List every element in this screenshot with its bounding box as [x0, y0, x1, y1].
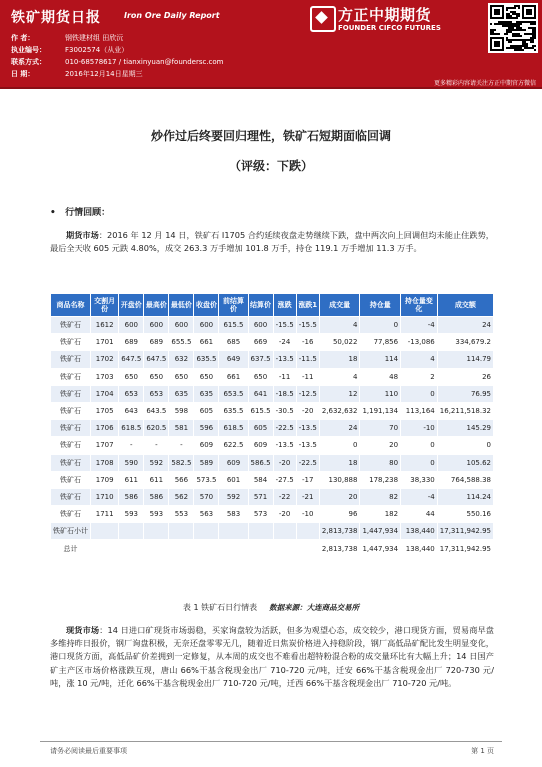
table-row — [51, 368, 494, 385]
article-title: 炒作过后终要回归理性，铁矿石短期面临回调 — [150, 129, 391, 143]
iron-ore-daily-table — [50, 293, 494, 558]
table-header-cell: 商品名称 — [51, 294, 91, 317]
table-cell: -11 — [296, 368, 319, 385]
table-cell: -18.5 — [273, 385, 296, 402]
table-cell: 584 — [248, 471, 273, 488]
table-header-cell: 涨跌1 — [296, 294, 319, 317]
table-cell: 641 — [248, 385, 273, 402]
table-cell: 615.5 — [219, 317, 248, 334]
table-row — [51, 402, 494, 419]
table-cell: 600 — [169, 317, 194, 334]
table-cell: 609 — [194, 437, 219, 454]
table-header-cell: 收盘价 — [194, 294, 219, 317]
table-cell: - — [169, 437, 194, 454]
table-cell: - — [119, 437, 144, 454]
table-cell — [169, 523, 194, 540]
table-cell: 1702 — [91, 351, 119, 368]
table-cell: 铁矿石 — [51, 506, 91, 523]
table-cell: 650 — [144, 368, 169, 385]
table-cell: 637.5 — [248, 351, 273, 368]
table-cell: 50,022 — [319, 334, 360, 351]
table-cell: 649 — [219, 351, 248, 368]
table-cell: - — [144, 437, 169, 454]
table-cell: 618.5 — [119, 420, 144, 437]
table-cell: 1701 — [91, 334, 119, 351]
page-number: 第 1 页 — [471, 747, 494, 755]
table-cell: 24 — [319, 420, 360, 437]
table-cell: 105.62 — [437, 454, 493, 471]
footer-disclaimer: 请务必阅读最后重要事项 — [50, 747, 127, 755]
table-cell: 1707 — [91, 437, 119, 454]
table-cell: 592 — [144, 454, 169, 471]
table-cell: 130,888 — [319, 471, 360, 488]
table-cell: 1706 — [91, 420, 119, 437]
table-cell: -24 — [273, 334, 296, 351]
table-cell: 586 — [144, 488, 169, 505]
table-cell: -13.5 — [273, 437, 296, 454]
table-cell: 550.16 — [437, 506, 493, 523]
table-cell: -15.5 — [296, 317, 319, 334]
table-cell: 145.29 — [437, 420, 493, 437]
table-cell: 563 — [194, 506, 219, 523]
table-cell: 600 — [248, 317, 273, 334]
table-cell: -12.5 — [296, 385, 319, 402]
table-row — [51, 523, 494, 540]
article-rating: （评级：下跌） — [228, 159, 313, 173]
table-cell: -4 — [401, 317, 438, 334]
table-cell: 609 — [219, 454, 248, 471]
table-cell — [273, 540, 296, 557]
table-row — [51, 334, 494, 351]
table-cell: 764,588.38 — [437, 471, 493, 488]
table-row — [51, 471, 494, 488]
table-cell: 1612 — [91, 317, 119, 334]
table-cell: 593 — [144, 506, 169, 523]
table-cell — [91, 523, 119, 540]
table-cell — [144, 523, 169, 540]
table-header-cell: 涨跌 — [273, 294, 296, 317]
table-cell: 44 — [401, 506, 438, 523]
table-cell: 178,238 — [360, 471, 401, 488]
table-row — [51, 437, 494, 454]
table-cell: -21 — [296, 488, 319, 505]
table-cell: 20 — [360, 437, 401, 454]
table-cell: 618.5 — [219, 420, 248, 437]
table-cell: 12 — [319, 385, 360, 402]
table-cell: 110 — [360, 385, 401, 402]
table-cell: 4 — [401, 351, 438, 368]
qr-code-icon — [488, 3, 538, 53]
table-cell: 76.95 — [437, 385, 493, 402]
table-cell: 586 — [119, 488, 144, 505]
table-cell: 铁矿石 — [51, 437, 91, 454]
table-row — [51, 488, 494, 505]
table-cell: 82 — [360, 488, 401, 505]
table-cell: -11.5 — [296, 351, 319, 368]
table-cell: 653.5 — [219, 385, 248, 402]
table-cell: 38,330 — [401, 471, 438, 488]
table-cell: 96 — [319, 506, 360, 523]
report-title-cn: 铁矿期货日报 — [11, 10, 101, 26]
table-cell: 1710 — [91, 488, 119, 505]
table-cell: -10 — [401, 420, 438, 437]
table-cell: 650 — [169, 368, 194, 385]
table-cell: -10 — [296, 506, 319, 523]
table-cell: 334,679.2 — [437, 334, 493, 351]
table-cell: 650 — [194, 368, 219, 385]
contact-row: 联系方式： 010-68578617 / tianxinyuan@foundersc.com — [11, 58, 224, 66]
table-cell: 铁矿石小计 — [51, 523, 91, 540]
table-cell: 113,164 — [401, 402, 438, 419]
table-header-cell: 成交量 — [319, 294, 360, 317]
table-cell: 铁矿石 — [51, 368, 91, 385]
table-cell: -30.5 — [273, 402, 296, 419]
table-cell: 583 — [219, 506, 248, 523]
table-cell: 611 — [119, 471, 144, 488]
table-cell: 114 — [360, 351, 401, 368]
table-cell: 26 — [437, 368, 493, 385]
table-cell: -13.5 — [273, 351, 296, 368]
table-cell: 1709 — [91, 471, 119, 488]
author-row: 作 者： 钢铁建材组 田欣沅 — [11, 34, 124, 42]
table-cell: -22.5 — [273, 420, 296, 437]
futures-paragraph: 期货市场：2016 年 12 月 14 日，铁矿石 I1705 合约延续夜盘走势继续下跌，盘中两次向上回调但均未能止住跌势，最后全天收 605 元跌 4.80%，成交 263.3 万手增加 101.8 万手，持仓 119.1 万手增加 11.3 万手。 — [50, 230, 494, 254]
table-cell: 661 — [219, 368, 248, 385]
table-cell: 铁矿石 — [51, 420, 91, 437]
table-cell: 566 — [169, 471, 194, 488]
table-row — [51, 454, 494, 471]
table-header-cell: 最低价 — [169, 294, 194, 317]
table-cell — [144, 540, 169, 557]
table-cell: -27.5 — [273, 471, 296, 488]
table-cell: 589 — [194, 454, 219, 471]
table-cell: 598 — [169, 402, 194, 419]
table-cell: 571 — [248, 488, 273, 505]
table-cell: 605 — [248, 420, 273, 437]
table-cell: 1,191,134 — [360, 402, 401, 419]
spot-paragraph: 现货市场：14 日进口矿现货市场弱稳，买家询盘较为活跃，但多为观望心态，成交较少，港口现货方面，贸易商早盘多维持昨日报价，钢厂询盘积极，无奈还盘零零无几，随着近日焦炭价格进入持稳阶段，钢厂高低品矿配比发生明显变化，港口现货方面，高低品矿价差拥到一定修复，从本周的成交也不难看出超特粉混合粉的成交量环比有大幅上升；14 日国产矿主产区市场价格涨跌互现，唐山 66%干基含税现金出厂 710-720 元/吨，迁安 66%干基含税现金出厂 720-730 元/吨，涨 10 元/吨，迁化 66%干基含税现金出厂 710-720 元/吨，迁西 66%干基含税现金出厂 710-720 元/吨。 — [50, 625, 494, 688]
table-cell: 80 — [360, 454, 401, 471]
table-cell: 635.5 — [194, 351, 219, 368]
table-cell: -22.5 — [296, 454, 319, 471]
table-cell: 615.5 — [248, 402, 273, 419]
table-cell: 2,813,738 — [319, 540, 360, 557]
table-cell: 0 — [437, 437, 493, 454]
table-cell: 1705 — [91, 402, 119, 419]
table-cell: 138,440 — [401, 523, 438, 540]
table-cell: 653 — [119, 385, 144, 402]
table-cell: 643.5 — [144, 402, 169, 419]
table-cell: 593 — [119, 506, 144, 523]
table-cell: 0 — [401, 454, 438, 471]
table-cell: 1,447,934 — [360, 540, 401, 557]
table-cell: 647.5 — [119, 351, 144, 368]
table-cell: 0 — [319, 437, 360, 454]
table-cell: 685 — [219, 334, 248, 351]
table-cell: 553 — [169, 506, 194, 523]
table-cell: -15.5 — [273, 317, 296, 334]
table-cell: 655.5 — [169, 334, 194, 351]
table-cell: 620.5 — [144, 420, 169, 437]
table-cell: 0 — [401, 437, 438, 454]
table-cell: -17 — [296, 471, 319, 488]
table-cell: 573 — [248, 506, 273, 523]
table-cell — [219, 540, 248, 557]
footer-divider — [40, 741, 502, 742]
table-cell: 605 — [194, 402, 219, 419]
table-cell: 114.79 — [437, 351, 493, 368]
table-cell: 601 — [219, 471, 248, 488]
table-cell: 570 — [194, 488, 219, 505]
table-cell: 1711 — [91, 506, 119, 523]
table-header-cell: 前结算价 — [219, 294, 248, 317]
table-cell: -13.5 — [296, 420, 319, 437]
table-cell: 643 — [119, 402, 144, 419]
table-cell: 铁矿石 — [51, 402, 91, 419]
table-cell: 600 — [194, 317, 219, 334]
table-cell: 16,211,518.32 — [437, 402, 493, 419]
table-cell: 铁矿石 — [51, 454, 91, 471]
table-cell: 581 — [169, 420, 194, 437]
table-cell: 铁矿石 — [51, 488, 91, 505]
company-logo — [300, 0, 483, 87]
table-cell: 0 — [401, 385, 438, 402]
table-cell: 1704 — [91, 385, 119, 402]
table-source: 数据来源：大连商品交易所 — [269, 603, 360, 612]
logo-mark-icon — [310, 6, 336, 32]
table-cell: 653 — [144, 385, 169, 402]
table-cell — [296, 540, 319, 557]
table-cell: 596 — [194, 420, 219, 437]
table-cell: 609 — [248, 437, 273, 454]
table-cell: 1708 — [91, 454, 119, 471]
table-cell: 600 — [119, 317, 144, 334]
table-row — [51, 317, 494, 334]
qr-note: 更多精彩内容请关注方正中期官方微信 — [433, 80, 536, 87]
table-cell: 635 — [169, 385, 194, 402]
table-header-cell: 最高价 — [144, 294, 169, 317]
table-cell: 18 — [319, 351, 360, 368]
header-divider — [0, 87, 542, 89]
table-cell: -4 — [401, 488, 438, 505]
table-cell — [248, 523, 273, 540]
table-cell: 铁矿石 — [51, 317, 91, 334]
table-header-row — [51, 294, 494, 317]
table-cell — [119, 523, 144, 540]
table-cell: 0 — [360, 317, 401, 334]
table-cell: 20 — [319, 488, 360, 505]
table-cell: 17,311,942.95 — [437, 523, 493, 540]
table-cell: 182 — [360, 506, 401, 523]
table-cell: 24 — [437, 317, 493, 334]
table-cell: 铁矿石 — [51, 351, 91, 368]
table-cell — [273, 523, 296, 540]
table-cell: 586.5 — [248, 454, 273, 471]
table-cell: 592 — [219, 488, 248, 505]
section-heading: • 行情回顾： — [50, 208, 111, 218]
table-cell: 1,447,934 — [360, 523, 401, 540]
table-cell: 689 — [119, 334, 144, 351]
table-cell: 689 — [144, 334, 169, 351]
table-cell: 582.5 — [169, 454, 194, 471]
table-cell: 70 — [360, 420, 401, 437]
table-caption: 表 1 铁矿石日行情表 数据来源：大连商品交易所 — [182, 603, 360, 612]
table-cell: 2 — [401, 368, 438, 385]
table-row — [51, 351, 494, 368]
table-cell — [194, 523, 219, 540]
table-header-cell: 交割月份 — [91, 294, 119, 317]
table-cell: -11 — [273, 368, 296, 385]
table-cell: 562 — [169, 488, 194, 505]
table-cell: 650 — [119, 368, 144, 385]
table-cell — [296, 523, 319, 540]
table-row — [51, 420, 494, 437]
table-cell: 138,440 — [401, 540, 438, 557]
table-cell: -13,086 — [401, 334, 438, 351]
table-header-cell: 开盘价 — [119, 294, 144, 317]
table-cell: 铁矿石 — [51, 334, 91, 351]
table-cell: 635 — [194, 385, 219, 402]
table-cell: -16 — [296, 334, 319, 351]
table-cell: -20 — [273, 506, 296, 523]
table-cell: 4 — [319, 368, 360, 385]
table-cell: 2,632,632 — [319, 402, 360, 419]
table-cell: 661 — [194, 334, 219, 351]
table-cell: 573.5 — [194, 471, 219, 488]
table-cell: 铁矿石 — [51, 471, 91, 488]
table-cell: 622.5 — [219, 437, 248, 454]
table-row — [51, 540, 494, 557]
table-cell: 2,813,738 — [319, 523, 360, 540]
table-cell: 114.24 — [437, 488, 493, 505]
table-cell: 611 — [144, 471, 169, 488]
logo-name-en: FOUNDER CIFCO FUTURES — [338, 24, 441, 32]
date-row: 日 期： 2016年12月14日星期三 — [11, 70, 143, 78]
table-cell: 18 — [319, 454, 360, 471]
table-cell: 77,856 — [360, 334, 401, 351]
table-cell: 总计 — [51, 540, 91, 557]
table-cell: 647.5 — [144, 351, 169, 368]
table-cell: 669 — [248, 334, 273, 351]
table-cell — [219, 523, 248, 540]
table-header-cell: 持仓量 — [360, 294, 401, 317]
table-cell: 4 — [319, 317, 360, 334]
table-cell — [194, 540, 219, 557]
table-cell: 650 — [248, 368, 273, 385]
table-cell — [91, 540, 119, 557]
table-cell: 632 — [169, 351, 194, 368]
table-cell: -20 — [296, 402, 319, 419]
report-title-en: Iron Ore Daily Report — [124, 11, 220, 20]
table-cell: 1703 — [91, 368, 119, 385]
table-cell: -13.5 — [296, 437, 319, 454]
license-row: 执业编号： F3002574（从业） — [11, 46, 129, 54]
table-cell: 48 — [360, 368, 401, 385]
table-cell — [248, 540, 273, 557]
table-cell: 600 — [144, 317, 169, 334]
table-row — [51, 506, 494, 523]
table-cell: 铁矿石 — [51, 385, 91, 402]
table-cell: 635.5 — [219, 402, 248, 419]
table-cell: -22 — [273, 488, 296, 505]
table-cell: 590 — [119, 454, 144, 471]
table-cell — [119, 540, 144, 557]
table-header-cell: 成交额 — [437, 294, 493, 317]
logo-name-cn: 方正中期期货 — [338, 6, 432, 24]
table-cell: -20 — [273, 454, 296, 471]
table-header-cell: 结算价 — [248, 294, 273, 317]
report-header — [0, 0, 542, 87]
table-header-cell: 持仓量变化 — [401, 294, 438, 317]
table-cell — [169, 540, 194, 557]
table-cell: 17,311,942.95 — [437, 540, 493, 557]
table-row — [51, 385, 494, 402]
